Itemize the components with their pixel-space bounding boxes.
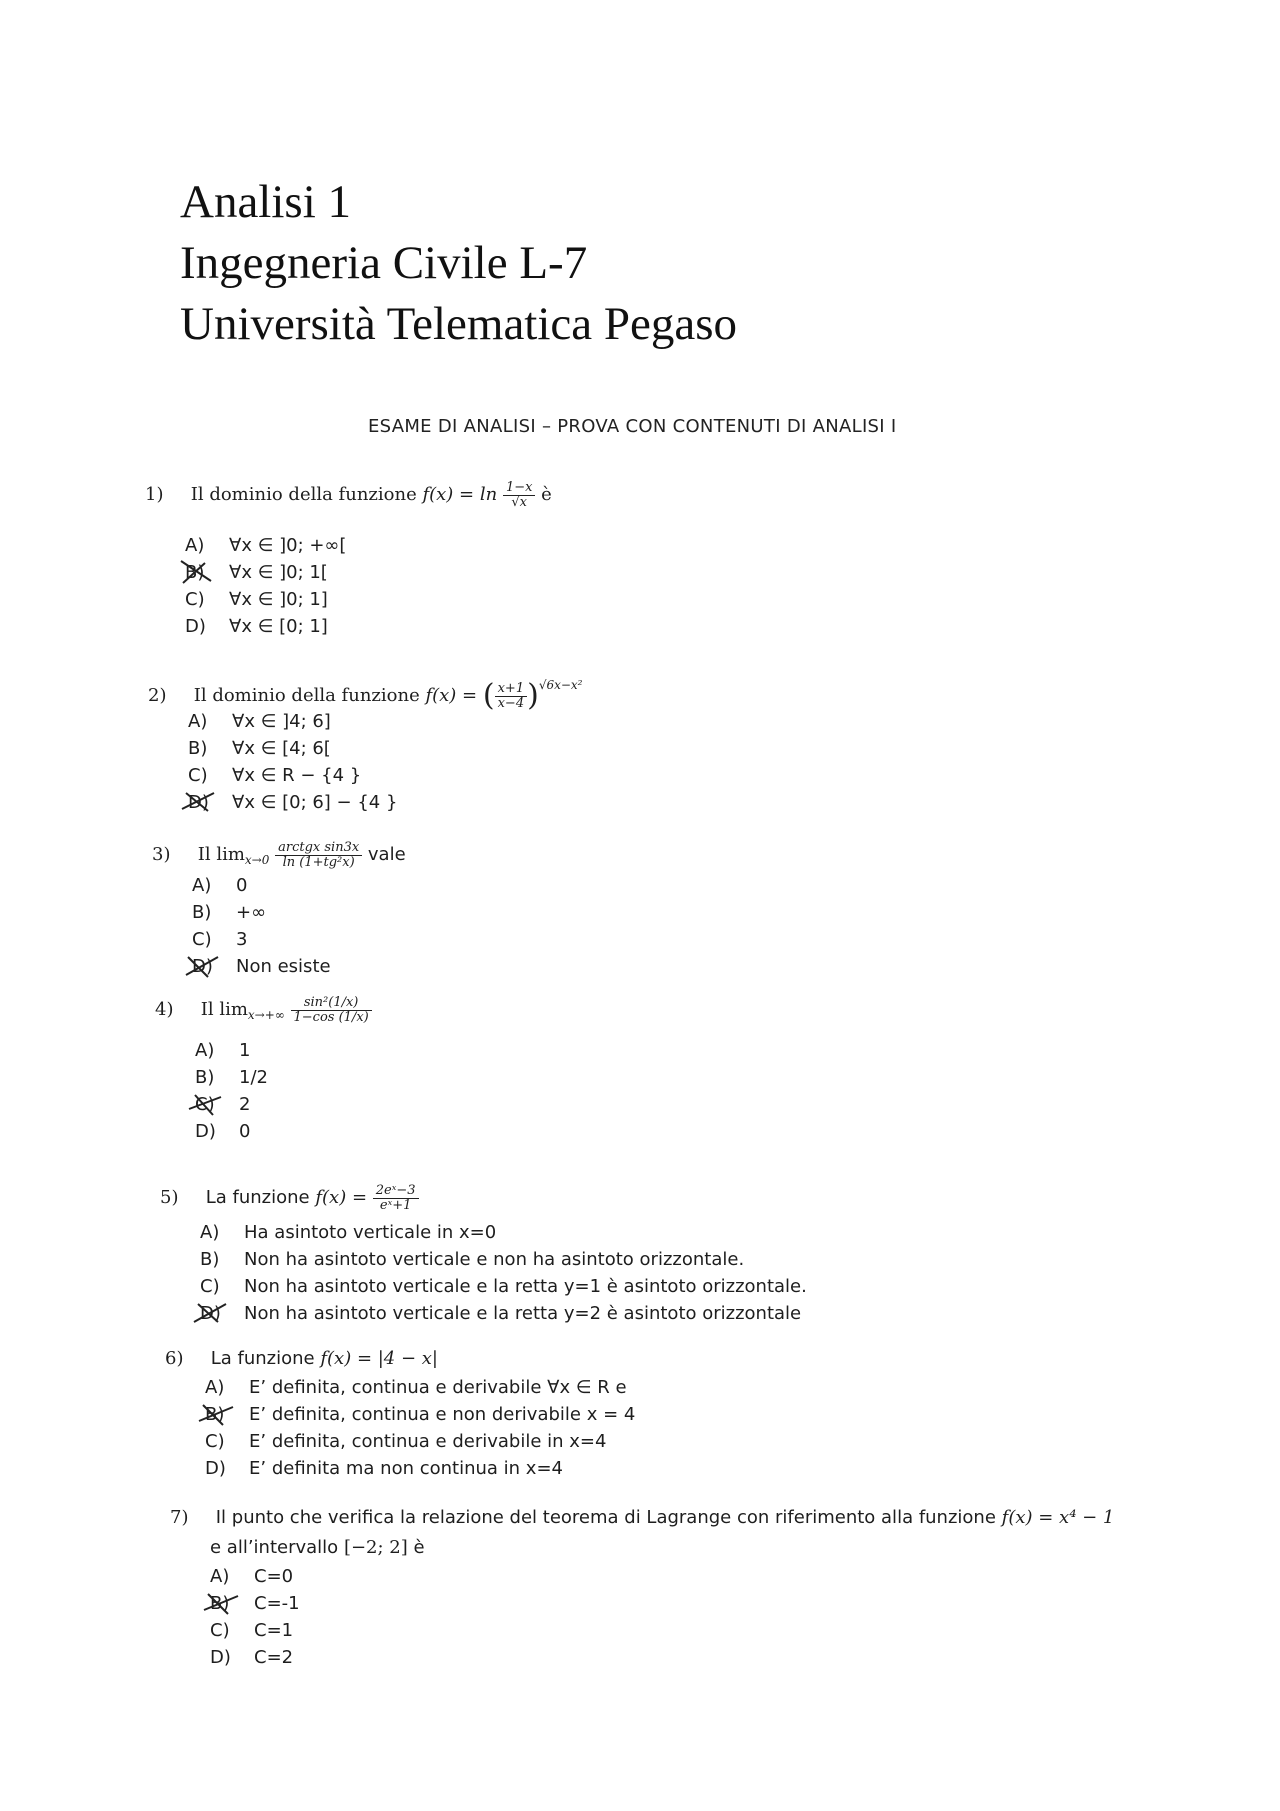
option-d[interactable] — [192, 953, 406, 980]
question-number: 1) — [145, 484, 164, 505]
option-label: A) — [188, 711, 208, 732]
option-label: C) — [188, 765, 208, 786]
option-d[interactable] — [210, 1644, 1114, 1671]
option-value: Ha asintoto verticale in x=0 — [244, 1222, 497, 1243]
question-number: 5) — [160, 1187, 179, 1208]
option-label: C) — [185, 589, 205, 610]
option-b[interactable] — [195, 1064, 372, 1091]
option-a[interactable] — [205, 1374, 635, 1401]
formula: f(x) = x⁴ − 1 — [1001, 1507, 1115, 1528]
question-text-end: è — [541, 484, 552, 505]
option-label: B) — [195, 1067, 215, 1088]
option-value: C=0 — [254, 1566, 294, 1587]
option-value: Non ha asintoto verticale e la retta y=2 è asintoto orizzontale — [244, 1303, 802, 1324]
option-c[interactable] — [210, 1617, 1114, 1644]
option-value: Non esiste — [236, 956, 331, 977]
option-label: B) — [200, 1249, 220, 1270]
option-label: D) — [200, 1303, 221, 1324]
formula: f(x) = — [425, 685, 478, 706]
option-value: E’ definita ma non continua in x=4 — [249, 1458, 563, 1479]
option-value: C=-1 — [254, 1593, 300, 1614]
option-value: ∀x ∈ ]4; 6] — [232, 711, 331, 732]
fraction-numerator: arctgx sin3x — [275, 841, 362, 856]
option-label: A) — [185, 535, 205, 556]
option-label: B) — [205, 1404, 225, 1425]
option-a[interactable] — [185, 532, 552, 559]
option-b[interactable] — [192, 899, 406, 926]
fraction — [291, 996, 372, 1025]
fraction-denominator: √x — [511, 494, 527, 510]
option-label: B) — [192, 902, 212, 923]
question-text: Il lim — [197, 844, 245, 865]
fraction-numerator: x+1 — [495, 682, 528, 697]
fraction-denominator: 1−cos (1/x) — [293, 1009, 369, 1025]
option-value: ∀x ∈ [0; 6] − {4 } — [232, 792, 398, 813]
option-value: Non ha asintoto verticale e la retta y=1 è asintoto orizzontale. — [244, 1276, 807, 1297]
formula: f(x) = ln — [422, 484, 498, 505]
option-value: ∀x ∈ ]0; +∞[ — [229, 535, 347, 556]
option-value: 0 — [236, 875, 248, 896]
option-value: 0 — [239, 1121, 251, 1142]
fraction-denominator: x−4 — [497, 695, 525, 711]
question-2 — [148, 670, 583, 816]
option-b[interactable] — [205, 1401, 635, 1428]
question-number: 7) — [170, 1507, 189, 1528]
option-label: D) — [210, 1647, 231, 1668]
fraction-denominator: ln (1+tg²x) — [282, 854, 355, 870]
option-label: D) — [188, 792, 209, 813]
formula: f(x) = |4 − x| — [320, 1348, 439, 1369]
option-c[interactable] — [200, 1273, 807, 1300]
option-label: C) — [200, 1276, 220, 1297]
question-number: 6) — [165, 1348, 184, 1369]
option-label: D) — [205, 1458, 226, 1479]
option-label: B) — [185, 562, 205, 583]
option-c[interactable] — [192, 926, 406, 953]
limit-subscript: x→0 — [244, 853, 270, 867]
fraction — [503, 481, 536, 510]
option-d[interactable] — [185, 613, 552, 640]
option-d[interactable] — [195, 1118, 372, 1145]
fraction-numerator: 1−x — [503, 481, 536, 496]
option-label: C) — [210, 1620, 230, 1641]
question-number: 3) — [152, 844, 171, 865]
option-value: 1 — [239, 1040, 251, 1061]
option-label: C) — [205, 1431, 225, 1452]
question-text: Il dominio della funzione — [190, 484, 417, 505]
option-value: Non ha asintoto verticale e non ha asintoto orizzontale. — [244, 1249, 745, 1270]
option-label: A) — [205, 1377, 225, 1398]
option-label: A) — [210, 1566, 230, 1587]
question-text: La funzione — [205, 1187, 310, 1208]
question-6 — [165, 1344, 635, 1482]
fraction-denominator: eˣ+1 — [379, 1197, 412, 1213]
fraction-numerator: 2eˣ−3 — [373, 1184, 419, 1199]
option-value: 2 — [239, 1094, 251, 1115]
option-d[interactable] — [200, 1300, 807, 1327]
fraction — [275, 841, 362, 870]
option-a[interactable] — [210, 1563, 1114, 1590]
question-1 — [145, 480, 552, 640]
option-value: E’ definita, continua e derivabile ∀x ∈ R e — [249, 1377, 627, 1398]
option-b[interactable] — [210, 1590, 1114, 1617]
option-a[interactable] — [188, 708, 583, 735]
exam-title: ESAME DI ANALISI – PROVA CON CONTENUTI DI ANALISI I — [368, 416, 897, 437]
option-a[interactable] — [192, 872, 406, 899]
question-text: Il dominio della funzione — [193, 685, 420, 706]
option-label: A) — [195, 1040, 215, 1061]
formula: f(x) = — [315, 1187, 368, 1208]
question-3 — [152, 840, 406, 980]
exponent: √6x−x² — [538, 678, 583, 692]
option-label: B) — [188, 738, 208, 759]
question-number: 2) — [148, 685, 167, 706]
option-b[interactable] — [185, 559, 552, 586]
option-b[interactable] — [200, 1246, 807, 1273]
option-c[interactable] — [185, 586, 552, 613]
limit-subscript: x→+∞ — [247, 1008, 285, 1022]
option-value: C=1 — [254, 1620, 294, 1641]
option-label: B) — [210, 1593, 230, 1614]
fraction — [495, 682, 528, 711]
option-c[interactable] — [188, 762, 583, 789]
left-paren: ( — [482, 678, 495, 713]
fraction — [373, 1184, 419, 1213]
option-value: ∀x ∈ [0; 1] — [229, 616, 328, 637]
option-value: ∀x ∈ [4; 6[ — [232, 738, 331, 759]
option-value: E’ definita, continua e non derivabile x = 4 — [249, 1404, 636, 1425]
option-label: D) — [185, 616, 206, 637]
option-value: E’ definita, continua e derivabile in x=4 — [249, 1431, 607, 1452]
question-5 — [160, 1183, 807, 1327]
option-value: +∞ — [236, 902, 267, 923]
question-text-line2: e all’intervallo — [210, 1537, 339, 1558]
option-value: ∀x ∈ ]0; 1[ — [229, 562, 328, 583]
question-text-end: è — [413, 1537, 425, 1558]
option-value: C=2 — [254, 1647, 294, 1668]
question-text-end: vale — [367, 844, 406, 865]
degree-program: Ingegneria Civile L-7 — [180, 237, 588, 289]
question-4 — [155, 995, 372, 1145]
option-value: ∀x ∈ ]0; 1] — [229, 589, 328, 610]
university-name: Università Telematica Pegaso — [180, 298, 738, 350]
question-text: Il lim — [200, 999, 248, 1020]
option-value: 3 — [236, 929, 248, 950]
question-text: Il punto che verifica la relazione del teorema di Lagrange con riferimento alla funzione — [215, 1507, 996, 1528]
document-header — [180, 172, 737, 355]
course-name: Analisi 1 — [180, 176, 352, 228]
option-c[interactable] — [195, 1091, 372, 1118]
option-label: A) — [192, 875, 212, 896]
fraction-numerator: sin²(1/x) — [291, 996, 372, 1011]
option-c[interactable] — [205, 1428, 635, 1455]
question-text: La funzione — [210, 1348, 315, 1369]
option-value: ∀x ∈ R − {4 } — [232, 765, 362, 786]
option-b[interactable] — [188, 735, 583, 762]
interval: [−2; 2] — [343, 1537, 408, 1558]
option-d[interactable] — [205, 1455, 635, 1482]
option-d[interactable] — [188, 789, 583, 816]
option-label: D) — [192, 956, 213, 977]
option-value: 1/2 — [239, 1067, 268, 1088]
question-7 — [170, 1503, 1114, 1671]
right-paren: ) — [527, 678, 539, 713]
option-label: A) — [200, 1222, 220, 1243]
option-label: C) — [195, 1094, 215, 1115]
option-label: C) — [192, 929, 212, 950]
option-a[interactable] — [195, 1037, 372, 1064]
question-number: 4) — [155, 999, 174, 1020]
option-a[interactable] — [200, 1219, 807, 1246]
option-label: D) — [195, 1121, 216, 1142]
